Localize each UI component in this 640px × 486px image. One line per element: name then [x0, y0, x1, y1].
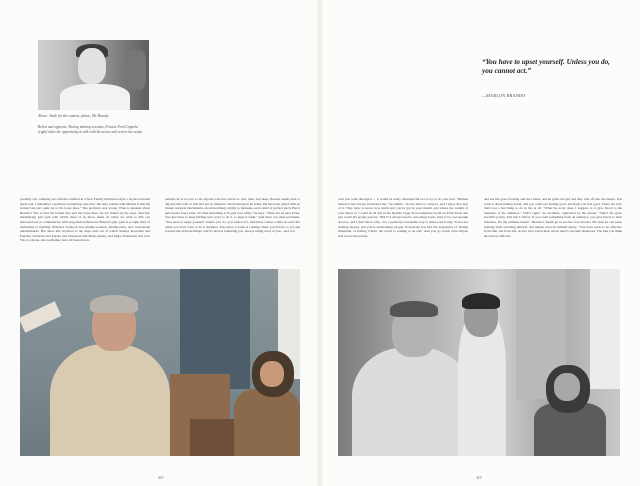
right-body-column-2: and see the grass blowing and the clouds, and he grabs the girl and they ride off into the sunset. You want to share feeling aerial, and you come out feeling good. Ah made you feel good. That's not bad; that's not a bad thing to do in life at all. "What the actor does, I suggest, is to give blood to the fantasies of the audience." That's right," he exclaims, captivated by the phrase. "That's the great hoodlu's policy, isn't that I follow. If you want something from an audience, you give blood to their fantasies. It's the ultimate hustle." Brando's dream go in see his own movies. He feels he can learn nothing from watching himself, and maybe even do himself injury. "You don't learn to be effective from film, but from life. Actors who watch their selves tend to become mannered. The line you think about how effective	[484, 197, 622, 238]
page-number-right: 419	[476, 476, 482, 480]
caption-top: Above: Smile for the camera, please, Mr. Brando.	[38, 114, 110, 118]
bw-photo-makeup-session	[338, 269, 620, 456]
color-photo-makeup-session	[20, 269, 300, 456]
book-gutter	[318, 0, 322, 486]
right-body-column-1: can't just walk through it ... it would be really disrespectful not to try to do your best. "Human behavior has always fascinated me," he admits. "Actors have to observe, and I enjoy that part of it. They have to know how much spit you've got in your mouth, and where the weight of your elbow is. I could sit all day in the Optimo Cigar Store telephone booth on 42nd Street and just watch the people pass by. "But I've always tried to run acting down, tried to be cool enough about it, and I don't know why... It's a perfectly reasonable way to make your living. You're not stealing money, and you're entertaining people. Everybody has had the experience of feeling miserable, of feeling 'Christ, the world is coming to an end.' And you go watch John Wayne ride across the prairie,	[338, 197, 468, 238]
top-photo-brando-makeup	[38, 40, 149, 110]
left-body-column-1: possibly can, camping out with the children in a New Family Robinson idyll, a boyhood dream made real. I remember a producer wondering once that "the only trouble with Marlon is that his formal bite isn't quite up to his loose lines." The producer was wrong. What is unusual about Brando's Vito is that his formal bite and his loose lines are not linked by the pose, directed, meandering gait pain with which most of us move make do when we wish to mix our subconscious or communicate with long-buried emotions. Brando's gait, pain is as sight lines of barbarians to fighting. Brando's boyhood was middle-western, middle-class, and cornerstone unremarkable. But since this boyhood is the deep well out of which Stanley Kowalski and Fletcher Christian and Zapata and Napoleon and Mark Antony and Major Penderton and now Vito Corleone...his Godfather, have all been drawn.	[20, 197, 150, 243]
page-number-left: 419	[158, 476, 164, 480]
quote-attribution: —MARLON BRANDO	[482, 93, 526, 98]
pull-quote: “You have to upset yourself. Unless you do, you cannot act.”	[482, 58, 610, 75]
caption-bottom: Below and opposite: During makeup sessions, Francis Ford Coppola (right) takes the opportunity to talk with his actors and review the script.	[38, 125, 143, 134]
left-body-column-2: perhaps he is too not to let anyone look into traces so rich, dark, and deep. Brando seems able to dig into this well at will and not in whatever characterization he seeks. He has been gifted with an instant retrieval mechanism, an extraordinary ability to fantasize, and a kind of perfect pitch. But it gets harder every time. "It's like sustaining a 25-year love affair," he says. "There are no new tricks. You just have to keep finding new ways to do it, to keep it fresh." And there are other problems. "You have to upset yourself. Unless you do, you cannot act. And there comes a time in one's life when you don't want to do it anymore. You know a scene is coming where you'll have to cry and scream and all those things, and it's always bothering you, always eating away at you... and you	[165, 197, 300, 234]
